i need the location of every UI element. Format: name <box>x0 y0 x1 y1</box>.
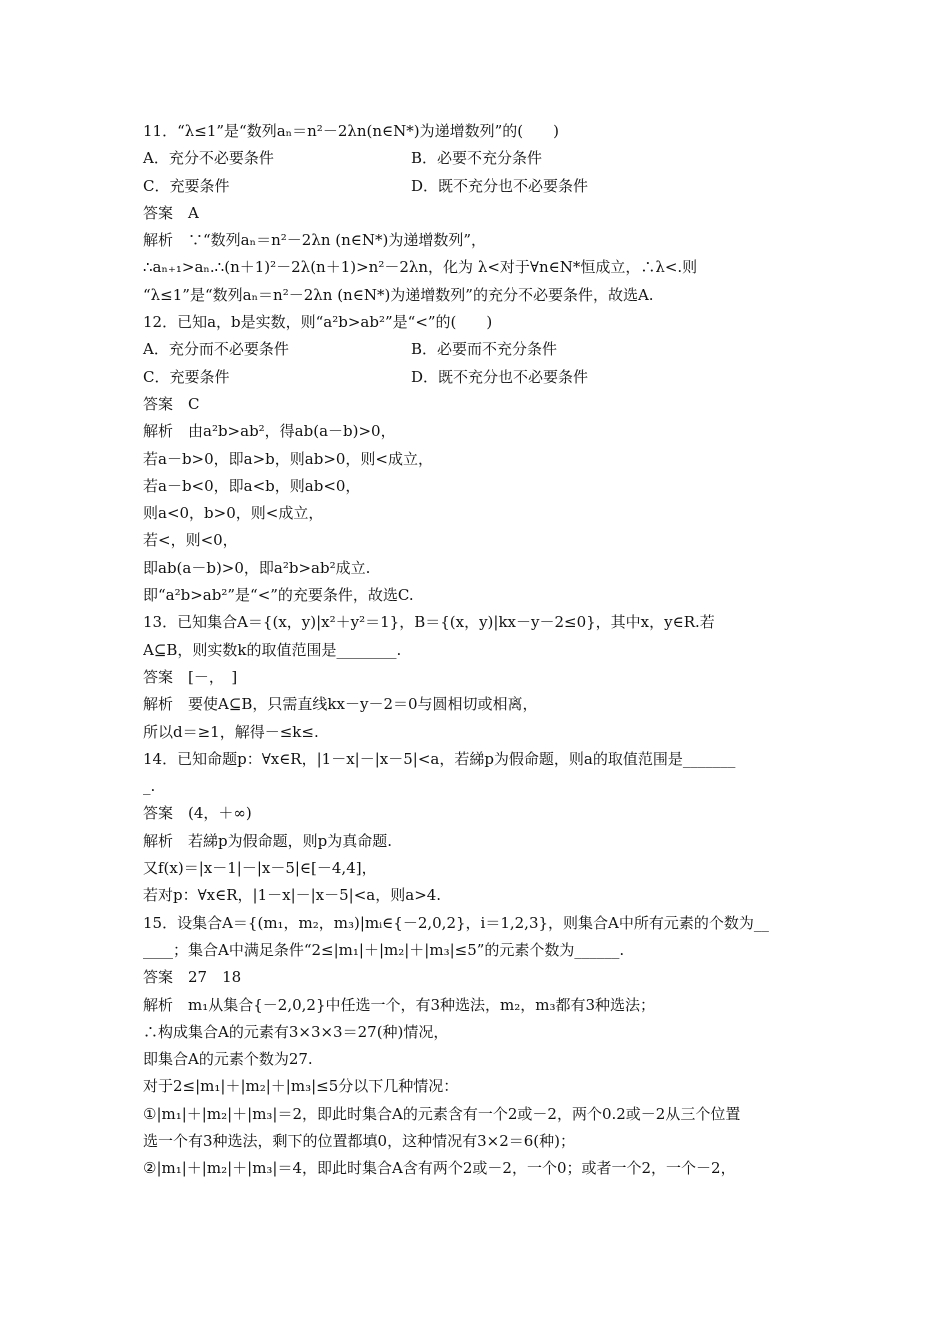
text-line: ∴构成集合A的元素有3×3×3＝27(种)情况， <box>143 1022 449 1041</box>
text-line: 答案 (4，＋∞) <box>143 804 252 823</box>
text-line: “λ≤1”是“数列aₙ＝n²－2λn (n∈N*)为递增数列”的充分不必要条件，故选A. <box>143 285 654 304</box>
text-line: 即“a²b>ab²”是“<”的充要条件，故选C. <box>143 586 414 605</box>
text-line: 对于2≤|m₁|＋|m₂|＋|m₃|≤5分以下几种情况： <box>143 1077 459 1096</box>
text-line: 则a<0，b>0，则<成立， <box>143 504 324 523</box>
text-line: 解析 由a²b>ab²，得ab(a－b)>0， <box>143 422 396 441</box>
text-line: 解析 m₁从集合{－2,0,2}中任选一个，有3种选法，m₂，m₃都有3种选法； <box>143 995 656 1014</box>
text-line: 12．已知a，b是实数，则“a²b>ab²”是“<”的( ) <box>143 313 493 332</box>
text-line: 14．已知命题p：∀x∈R，|1－x|－|x－5|<a，若綈p为假命题，则a的取值范围是_______ <box>143 749 736 768</box>
document-body <box>143 118 811 1183</box>
text-line: 15．设集合A＝{(m₁，m₂，m₃)|mᵢ∈{－2,0,2}，i＝1,2,3}，则集合A中所有元素的个数为__ <box>143 913 769 932</box>
text-line: 选一个有3种选法，剩下的位置都填0，这种情况有3×2＝6(种)； <box>143 1131 575 1150</box>
text-line: 即集合A的元素个数为27. <box>143 1050 313 1069</box>
option-left: C．充要条件 <box>143 367 230 386</box>
option-left: A．充分而不必要条件 <box>143 340 289 359</box>
text-line: 答案 [－， ] <box>143 667 238 686</box>
text-line: ②|m₁|＋|m₂|＋|m₃|＝4，即此时集合A含有两个2或－2，一个0；或者一个2，一个－2， <box>143 1159 736 1178</box>
text-line: 所以d＝≥1，解得－≤k≤. <box>143 722 319 741</box>
option-row <box>143 173 811 200</box>
option-row <box>143 145 811 172</box>
option-left: C．充要条件 <box>143 176 230 195</box>
text-line: ①|m₁|＋|m₂|＋|m₃|＝2，即此时集合A的元素含有一个2或－2，两个0.2或－2从三个位置 <box>143 1104 741 1123</box>
option-right: B．必要不充分条件 <box>411 149 543 168</box>
text-line: 11．“λ≤1”是“数列aₙ＝n²－2λn(n∈N*)为递增数列”的( ) <box>143 122 559 140</box>
text-line: 答案 C <box>143 394 200 413</box>
text-line: ∴aₙ₊₁>aₙ.∴(n＋1)²－2λ(n＋1)>n²－2λn，化为 λ<对于∀n∈N*恒成立，∴λ<.则 <box>143 258 698 277</box>
text-line: A⊆B，则实数k的取值范围是________. <box>143 640 402 659</box>
text-line: 解析 要使A⊆B，只需直线kx－y－2＝0与圆相切或相离， <box>143 695 538 714</box>
text-line: 若<，则<0， <box>143 531 238 550</box>
text-line: ____；集合A中满足条件“2≤|m₁|＋|m₂|＋|m₃|≤5”的元素个数为______. <box>143 940 625 959</box>
text-line: 若a－b>0，即a>b，则ab>0，则<成立， <box>143 449 433 468</box>
text-line: _. <box>143 777 156 796</box>
text-line: 又f(x)＝|x－1|－|x－5|∈[－4,4]， <box>143 859 377 878</box>
option-right: D．既不充分也不必要条件 <box>411 176 589 195</box>
text-line: 若对p：∀x∈R，|1－x|－|x－5|<a，则a>4. <box>143 886 442 905</box>
text-line: 解析 若綈p为假命题，则p为真命题. <box>143 831 392 850</box>
option-right: D．既不充分也不必要条件 <box>411 367 589 386</box>
text-line: 答案 A <box>143 203 199 222</box>
option-right: B．必要而不充分条件 <box>411 340 558 359</box>
text-line: 即ab(a－b)>0，即a²b>ab²成立. <box>143 558 371 577</box>
text-line: 解析 ∵“数列aₙ＝n²－2λn (n∈N*)为递增数列”， <box>143 231 487 250</box>
text-line: 13．已知集合A＝{(x，y)|x²＋y²＝1}，B＝{(x，y)|kx－y－2≤0}，其中x，y∈R.若 <box>143 613 715 632</box>
option-row <box>143 364 811 391</box>
text-line: 答案 27 18 <box>143 968 242 987</box>
option-row <box>143 336 811 363</box>
option-left: A．充分不必要条件 <box>143 149 274 168</box>
text-line: 若a－b<0，即a<b，则ab<0， <box>143 476 361 495</box>
